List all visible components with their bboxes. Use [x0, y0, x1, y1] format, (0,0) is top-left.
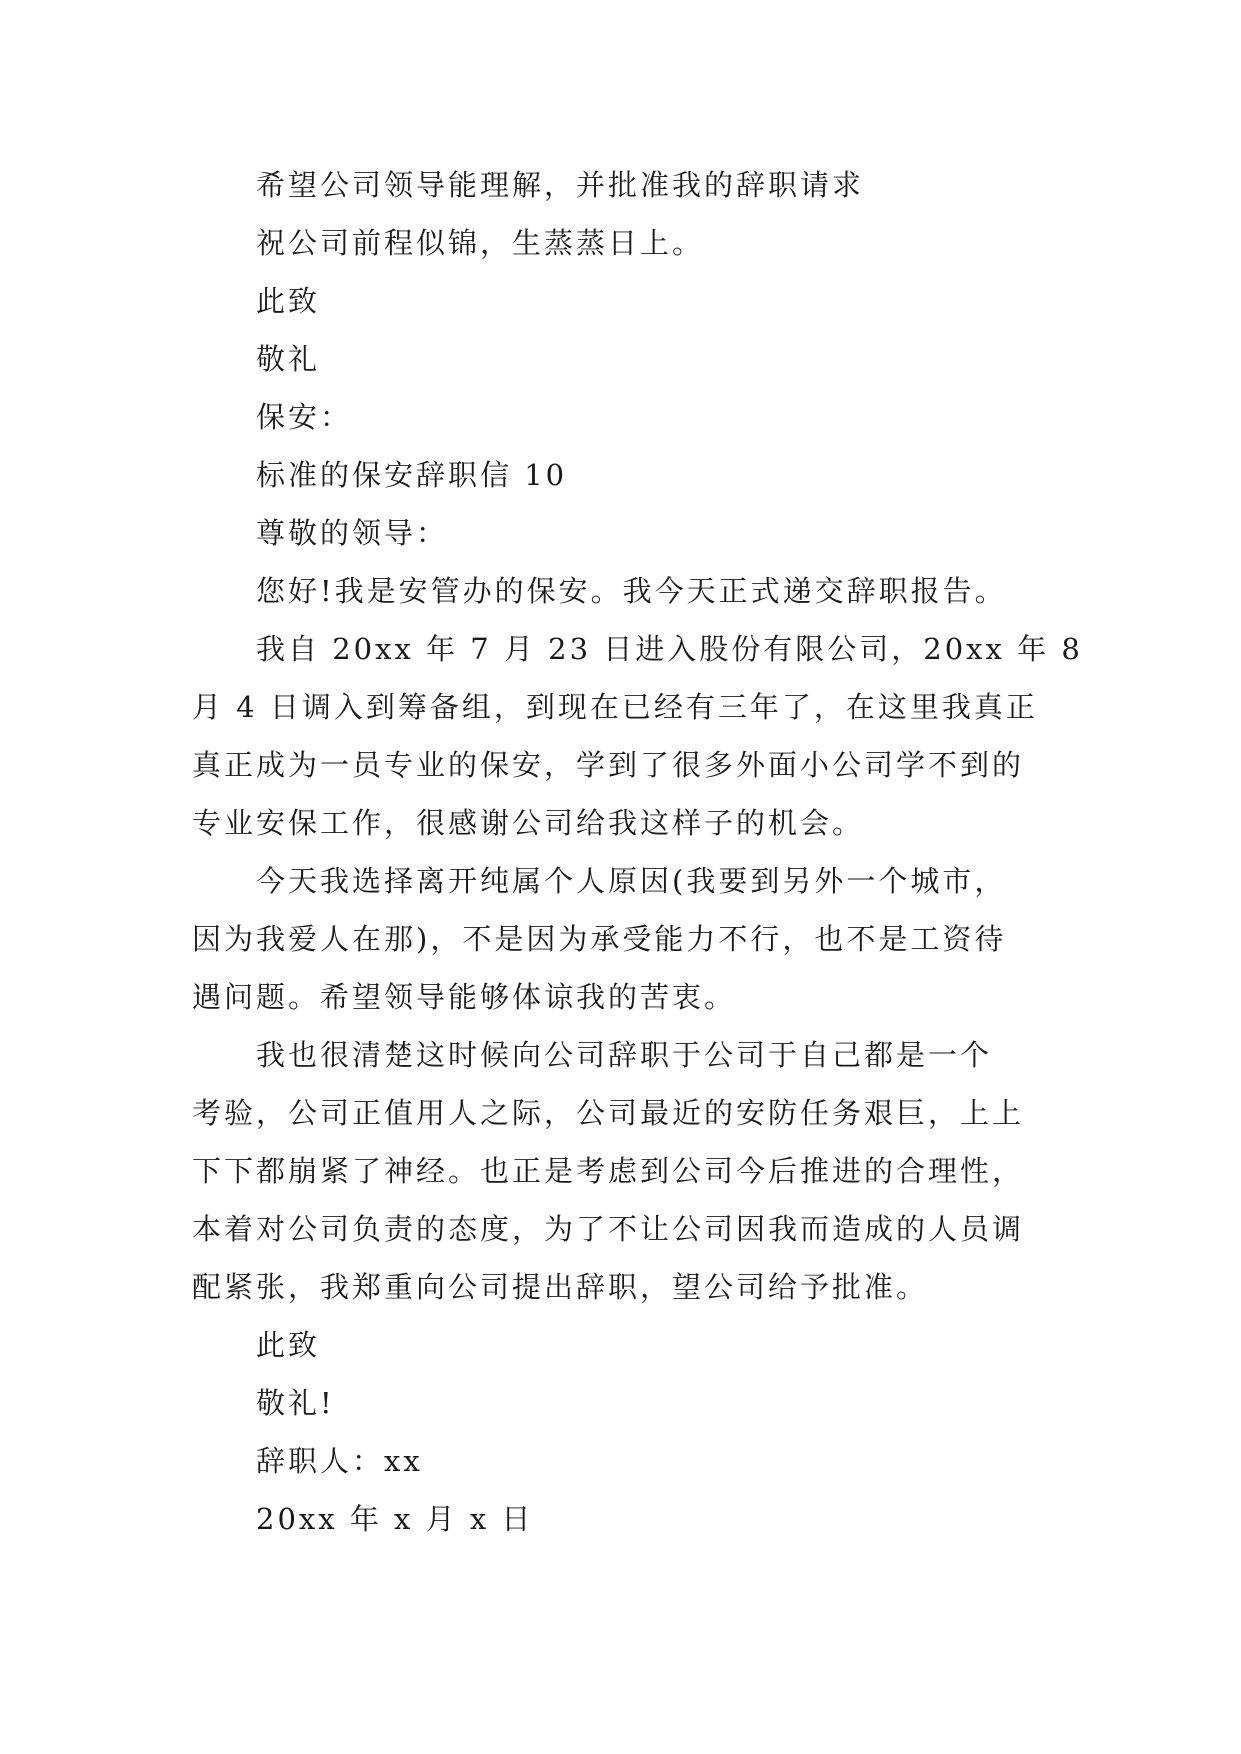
text-line: 祝公司前程似锦，生蒸蒸日上。 — [256, 226, 705, 260]
closing: 此致 — [256, 1328, 321, 1362]
text-line: 因为我爱人在那)，不是因为承受能力不行，也不是工资待 — [192, 922, 1007, 956]
text-line: 保安： — [256, 400, 353, 434]
salutation: 尊敬的领导： — [256, 516, 449, 550]
text-line: 遇问题。希望领导能够体谅我的苦衷。 — [192, 980, 737, 1014]
date: 20xx 年 x 月 x 日 — [256, 1502, 534, 1536]
text-line: 真正成为一员专业的保安，学到了很多外面小公司学不到的 — [192, 748, 1025, 782]
heading: 标准的保安辞职信 10 — [256, 458, 568, 492]
text-line: 您好!我是安管办的保安。我今天正式递交辞职报告。 — [256, 574, 1007, 608]
text-line: 我也很清楚这时候向公司辞职于公司于自己都是一个 — [256, 1038, 993, 1072]
text-line: 考验，公司正值用人之际，公司最近的安防任务艰巨，上上 — [192, 1096, 1025, 1130]
signature: 辞职人：xx — [256, 1444, 423, 1478]
text-line: 今天我选择离开纯属个人原因(我要到另外一个城市， — [256, 864, 1007, 898]
text-line: 此致 — [256, 284, 321, 318]
text-line: 本着对公司负责的态度，为了不让公司因我而造成的人员调 — [192, 1212, 1025, 1246]
text-line: 敬礼 — [256, 342, 321, 376]
text-line: 配紧张，我郑重向公司提出辞职，望公司给予批准。 — [192, 1270, 929, 1304]
closing: 敬礼! — [256, 1386, 335, 1420]
text-line: 希望公司领导能理解，并批准我的辞职请求 — [256, 168, 865, 202]
text-line: 我自 20xx 年 7 月 23 日进入股份有限公司，20xx 年 8 — [256, 632, 1083, 666]
text-line: 下下都崩紧了神经。也正是考虑到公司今后推进的合理性， — [192, 1154, 1025, 1188]
text-line: 专业安保工作，很感谢公司给我这样子的机会。 — [192, 806, 865, 840]
text-line: 月 4 日调入到筹备组，到现在已经有三年了，在这里我真正 — [192, 690, 1038, 724]
